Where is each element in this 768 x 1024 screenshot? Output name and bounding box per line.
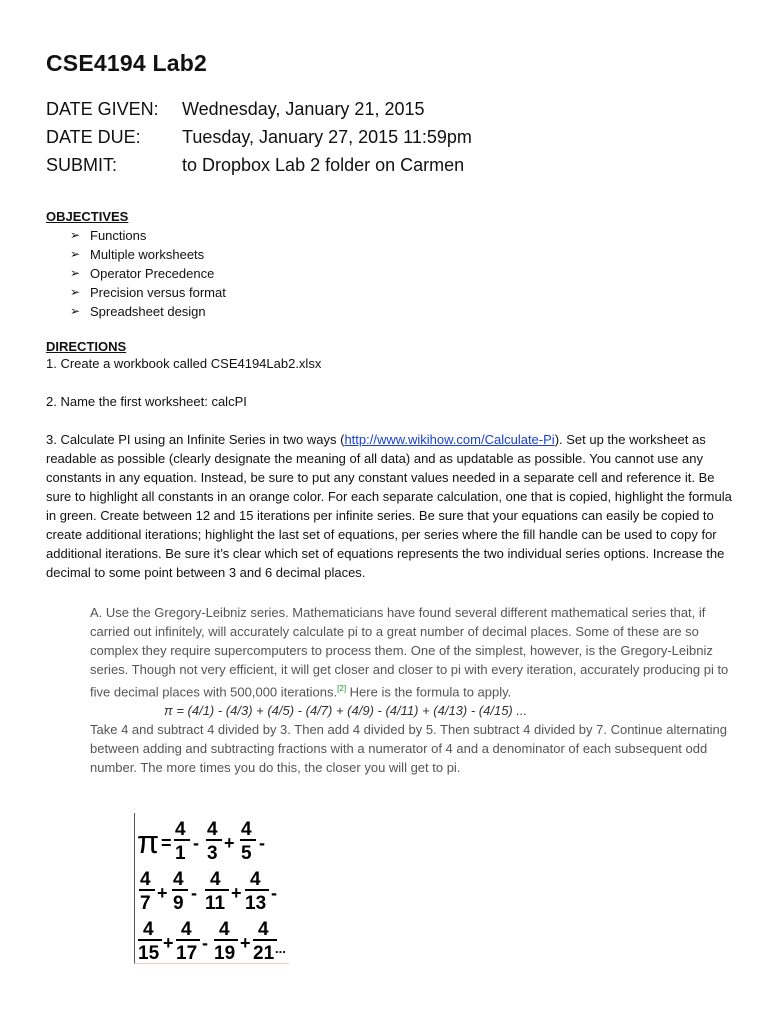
denominator: 11 — [205, 893, 226, 914]
numerator: 4 — [181, 919, 192, 940]
operator: + — [231, 883, 242, 903]
meta-row-submit — [46, 151, 736, 179]
operator: + — [157, 883, 168, 903]
meta-block — [46, 95, 736, 179]
list-item — [70, 226, 736, 245]
denominator: 3 — [207, 843, 218, 864]
numerator: 4 — [241, 819, 252, 840]
objectives-list — [70, 226, 736, 321]
operator: + — [240, 933, 251, 953]
document-page — [46, 50, 736, 777]
objective-text: Spreadsheet design — [90, 304, 206, 319]
direction-3-body: ). Set up the worksheet as readable as possible (clearly designate the meaning of all data) and as updatable as possible. You cannot use any constants in any equation. Instead, be sure to put any constant values needed in a separate cell and reference it. Be sure to highlight all constants in an orange color. For each separate calculation, one that is copied, highlight the formula in green. Create between 12 and 15 iterations per infinite series. Be sure that your equations can easily be copied to create additional iterations; highlight the last set of equations, per series where the fill handle can be used to copy for additional iterations. Be sure it’s clear which set of equations represents the two individual series options. Increase the decimal to some point between 3 and 6 decimal places. — [46, 432, 732, 580]
denominator: 19 — [214, 943, 236, 963]
direction-1: 1. Create a workbook called CSE4194Lab2.xlsx — [46, 356, 322, 371]
arrow-bullet-icon: ➢ — [70, 285, 81, 299]
numerator: 4 — [143, 919, 154, 940]
series-a-intro — [90, 603, 736, 701]
direction-3-intro: 3. Calculate PI using an Infinite Series in two ways ( — [46, 432, 345, 447]
meta-label: DATE DUE: — [46, 127, 141, 147]
page-title: CSE4194 Lab2 — [46, 50, 207, 76]
pi-symbol: π — [137, 824, 160, 860]
denominator: 9 — [173, 893, 184, 914]
denominator: 13 — [245, 893, 267, 914]
meta-value: Tuesday, January 27, 2015 11:59pm — [182, 127, 472, 147]
list-item — [70, 302, 736, 321]
wikihow-link[interactable]: http://www.wikihow.com/Calculate-Pi — [344, 432, 555, 447]
direction-3 — [46, 430, 736, 582]
denominator: 7 — [140, 893, 151, 914]
denominator: 1 — [175, 843, 186, 864]
meta-label: SUBMIT: — [46, 155, 118, 175]
formula-svg — [135, 813, 289, 963]
list-item — [70, 264, 736, 283]
meta-value: Wednesday, January 21, 2015 — [182, 99, 425, 119]
denominator: 5 — [241, 843, 252, 864]
list-item — [70, 245, 736, 264]
operator: + — [163, 933, 174, 953]
meta-row-date-due — [46, 123, 736, 151]
series-a-explanation: Take 4 and subtract 4 divided by 3. Then add 4 divided by 5. Then subtract 4 divided by 7. Continue alternating between adding and subtracting fractions with a numerator of 4 and a denominator of each subsequent odd number. The more times you do this, the closer you will get to pi. — [90, 722, 727, 776]
meta-value: to Dropbox Lab 2 folder on Carmen — [182, 155, 465, 175]
denominator: 21 — [253, 943, 275, 963]
list-item — [70, 283, 736, 302]
objective-text: Precision versus format — [90, 285, 226, 300]
numerator: 4 — [250, 869, 261, 890]
arrow-bullet-icon: ➢ — [70, 247, 81, 261]
operator: + — [224, 833, 235, 853]
numerator: 4 — [175, 819, 186, 840]
arrow-bullet-icon: ➢ — [70, 304, 81, 318]
numerator: 4 — [219, 919, 230, 940]
arrow-bullet-icon: ➢ — [70, 266, 81, 280]
series-a-block — [90, 603, 736, 777]
formula-image — [134, 813, 289, 964]
objective-text: Multiple worksheets — [90, 247, 205, 262]
operator: - — [191, 883, 197, 903]
meta-label: DATE GIVEN: — [46, 99, 159, 119]
objectives-heading: OBJECTIVES — [46, 209, 129, 224]
denominator: 17 — [176, 943, 198, 963]
direction-2: 2. Name the first worksheet: calcPI — [46, 394, 247, 409]
series-a-text-2: Here is the formula to apply. — [346, 684, 512, 700]
directions-heading: DIRECTIONS — [46, 339, 127, 354]
operator: - — [202, 933, 208, 953]
numerator: 4 — [210, 869, 221, 890]
ellipsis: ... — [275, 941, 286, 956]
operator: - — [271, 883, 277, 903]
citation-link[interactable]: [2] — [337, 684, 347, 693]
objective-text: Functions — [90, 228, 147, 243]
series-formula: π = (4/1) - (4/3) + (4/5) - (4/7) + (4/9) - (4/11) + (4/13) - (4/15) ... — [164, 703, 528, 719]
operator: - — [193, 833, 199, 853]
meta-row-date-given — [46, 95, 736, 123]
arrow-bullet-icon: ➢ — [70, 228, 81, 242]
operator: - — [259, 833, 265, 853]
series-a-text: A. Use the Gregory-Leibniz series. Mathematicians have found several different mathematical series that, if carried out infinitely, will accurately calculate pi to a great number of decimal places. Some of these are so complex they require supercomputers to process them. One of the simplest, however, is the Gregory-Leibniz series. Though not very efficient, it will get closer and closer to pi with every iteration, accurately producing pi to five decimal places with 500,000 iterations. — [90, 605, 729, 700]
numerator: 4 — [140, 869, 151, 890]
equals-sign: = — [161, 833, 172, 853]
numerator: 4 — [258, 919, 269, 940]
denominator: 15 — [138, 943, 160, 963]
numerator: 4 — [207, 819, 218, 840]
objective-text: Operator Precedence — [90, 266, 215, 281]
numerator: 4 — [173, 869, 184, 890]
